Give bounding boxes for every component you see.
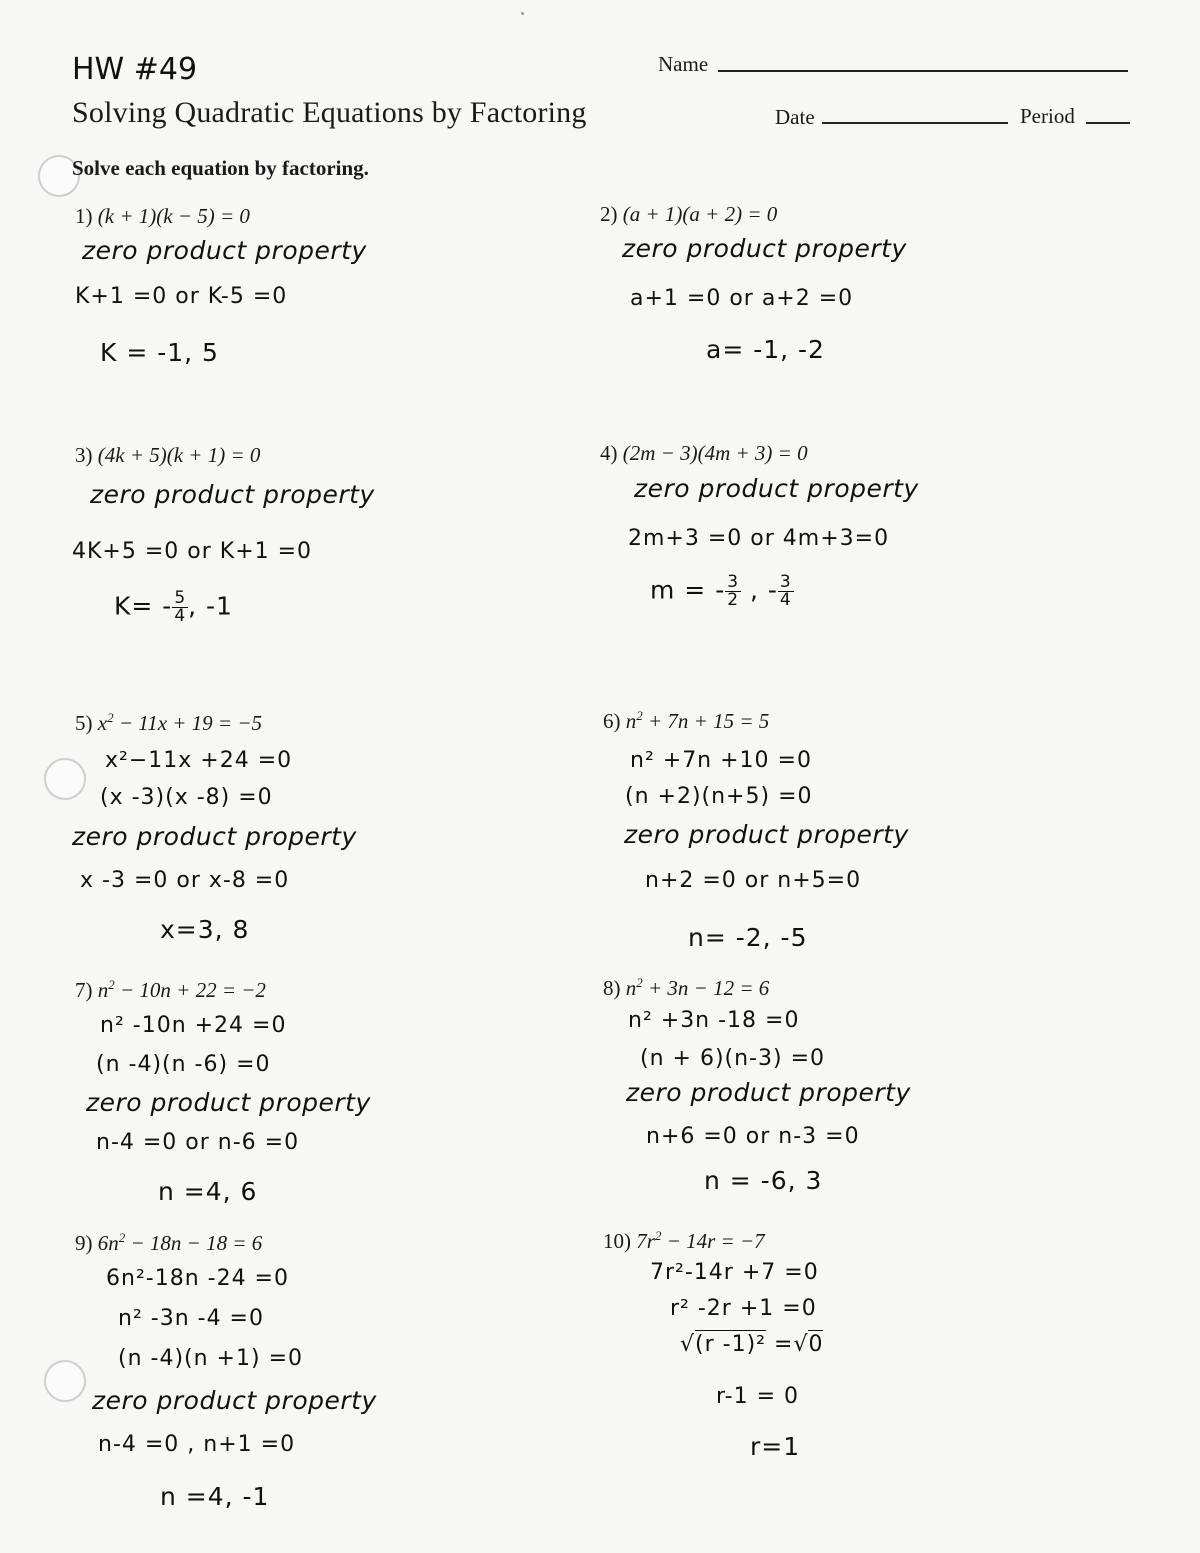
work-line: n² +3n -18 =0 (628, 1008, 800, 1033)
punch-hole-middle (44, 758, 86, 800)
work-line: zero product property (622, 234, 907, 263)
problem-equation (626, 709, 770, 733)
period-line[interactable] (1086, 122, 1130, 124)
fraction-denominator: 4 (174, 606, 187, 626)
problem-number: 3) (75, 443, 93, 467)
equation-rest: − 18n − 18 = 6 (125, 1231, 263, 1255)
answer-line: n= -2, -5 (688, 923, 808, 952)
problem-equation: (k + 1)(k − 5) = 0 (97, 204, 250, 228)
problem-number: 2) (600, 202, 618, 226)
work-line: zero product property (90, 480, 375, 509)
sqrt-radicand: (r -1)² (695, 1332, 766, 1357)
work-line (680, 1332, 823, 1357)
work-line: n² -3n -4 =0 (118, 1306, 264, 1331)
page-title: Solving Quadratic Equations by Factoring (72, 96, 587, 129)
work-line: 6n²-18n -24 =0 (106, 1266, 289, 1291)
equation-base: n (625, 709, 637, 733)
work-line: n-4 =0 or n-6 =0 (96, 1130, 300, 1155)
work-line: zero product property (92, 1386, 377, 1415)
work-line: x²−11x +24 =0 (105, 748, 293, 773)
fraction (778, 574, 794, 609)
equation-exponent: 2 (654, 1228, 662, 1243)
problem-10 (603, 1228, 765, 1254)
problem-number: 10) (603, 1229, 631, 1253)
problem-1 (75, 204, 250, 229)
equation-exponent: 2 (118, 1230, 126, 1245)
fraction-numerator: 5 (174, 588, 187, 608)
work-line: (n -4)(n +1) =0 (118, 1346, 303, 1371)
problem-7 (75, 977, 266, 1003)
equation-rest: − 11x + 19 = −5 (113, 711, 263, 735)
work-line: zero product property (82, 236, 367, 265)
equation-exponent: 2 (107, 710, 114, 725)
problem-number: 1) (75, 204, 93, 228)
fraction (172, 590, 188, 625)
work-line: (x -3)(x -8) =0 (100, 785, 273, 810)
problem-equation (626, 976, 770, 1000)
scan-speck (521, 12, 524, 15)
answer-line (650, 574, 794, 609)
work-line: a+1 =0 or a+2 =0 (630, 286, 854, 311)
work-line: r² -2r +1 =0 (670, 1296, 817, 1321)
sqrt-sign-icon: √ (680, 1332, 696, 1357)
equals-sign: = (774, 1332, 794, 1357)
name-label: Name (658, 52, 709, 76)
date-line[interactable] (822, 122, 1008, 124)
problem-equation (98, 711, 262, 735)
answer-suffix: , -1 (188, 591, 233, 621)
problem-equation (636, 1229, 764, 1253)
work-line: r-1 = 0 (716, 1384, 799, 1409)
equation-base: 6n (97, 1231, 119, 1255)
work-line: zero product property (624, 820, 909, 849)
problem-number: 5) (75, 711, 93, 735)
problem-equation: (2m − 3)(4m + 3) = 0 (622, 441, 808, 465)
answer-line: r=1 (750, 1432, 801, 1461)
problem-number: 6) (603, 709, 621, 733)
equation-exponent: 2 (636, 975, 643, 990)
work-line: 4K+5 =0 or K+1 =0 (72, 539, 313, 564)
work-line: zero product property (634, 474, 919, 503)
problem-4 (600, 441, 808, 466)
answer-line: K = -1, 5 (100, 338, 219, 367)
answer-line: n =4, 6 (158, 1177, 258, 1206)
equation-rest: − 10n + 22 = −2 (114, 978, 266, 1002)
problem-6 (603, 708, 769, 734)
problem-9 (75, 1230, 262, 1256)
work-line: zero product property (86, 1088, 371, 1117)
problem-8 (603, 975, 769, 1001)
work-line: (n +2)(n+5) =0 (625, 784, 813, 809)
answer-line (114, 590, 233, 625)
problem-number: 8) (603, 976, 621, 1000)
answer-line: n =4, -1 (160, 1482, 270, 1511)
work-line: 2m+3 =0 or 4m+3=0 (628, 526, 890, 551)
equation-base: n (97, 978, 109, 1002)
work-line: zero product property (72, 822, 357, 851)
work-line: n-4 =0 , n+1 =0 (98, 1432, 296, 1457)
problem-equation: (4k + 5)(k + 1) = 0 (97, 443, 261, 467)
problem-number: 4) (600, 441, 618, 465)
equation-rest: − 14r = −7 (661, 1229, 765, 1253)
answer-line: x=3, 8 (160, 915, 250, 944)
problem-equation: (a + 1)(a + 2) = 0 (622, 202, 778, 226)
work-line: x -3 =0 or x-8 =0 (80, 868, 290, 893)
work-line: 7r²-14r +7 =0 (650, 1260, 819, 1285)
problem-number: 9) (75, 1231, 93, 1255)
fraction-denominator: 4 (779, 590, 792, 610)
equation-exponent: 2 (108, 977, 115, 992)
work-line: n+2 =0 or n+5=0 (645, 868, 862, 893)
answer-prefix: K= - (114, 591, 173, 621)
answer-prefix: m = - (650, 575, 726, 605)
work-line: (n -4)(n -6) =0 (96, 1052, 271, 1077)
problem-5 (75, 710, 262, 736)
answer-line: a= -1, -2 (706, 335, 825, 364)
work-line: zero product property (626, 1078, 911, 1107)
answer-line: n = -6, 3 (704, 1166, 823, 1195)
date-label: Date (775, 105, 815, 129)
work-line: n² -10n +24 =0 (100, 1013, 287, 1038)
punch-hole-bottom (44, 1360, 86, 1402)
equation-rest: + 3n − 12 = 6 (642, 976, 770, 1000)
problem-3 (75, 443, 260, 468)
work-line: n+6 =0 or n-3 =0 (646, 1124, 860, 1149)
equation-base: 7r (636, 1229, 655, 1253)
problem-equation (98, 1231, 263, 1255)
sqrt-radicand: 0 (808, 1332, 824, 1357)
fraction-numerator: 3 (779, 572, 792, 592)
fraction (725, 574, 741, 609)
work-line: n² +7n +10 =0 (630, 748, 812, 773)
fraction-denominator: 2 (727, 590, 740, 610)
problem-number: 7) (75, 978, 93, 1002)
sqrt-sign-icon: √ (793, 1332, 809, 1357)
equation-base: n (625, 976, 637, 1000)
fraction-numerator: 3 (727, 572, 740, 592)
name-line[interactable] (718, 70, 1128, 72)
period-label: Period (1020, 104, 1075, 128)
homework-label: HW #49 (72, 52, 198, 87)
equation-rest: + 7n + 15 = 5 (642, 709, 770, 733)
problem-equation (98, 978, 266, 1002)
instructions: Solve each equation by factoring. (72, 156, 369, 180)
work-line: (n + 6)(n-3) =0 (640, 1046, 825, 1071)
problem-2 (600, 202, 777, 227)
answer-separator: , - (741, 575, 778, 605)
work-line: K+1 =0 or K-5 =0 (75, 284, 288, 309)
equation-exponent: 2 (636, 708, 643, 723)
equation-base: x (97, 711, 108, 735)
